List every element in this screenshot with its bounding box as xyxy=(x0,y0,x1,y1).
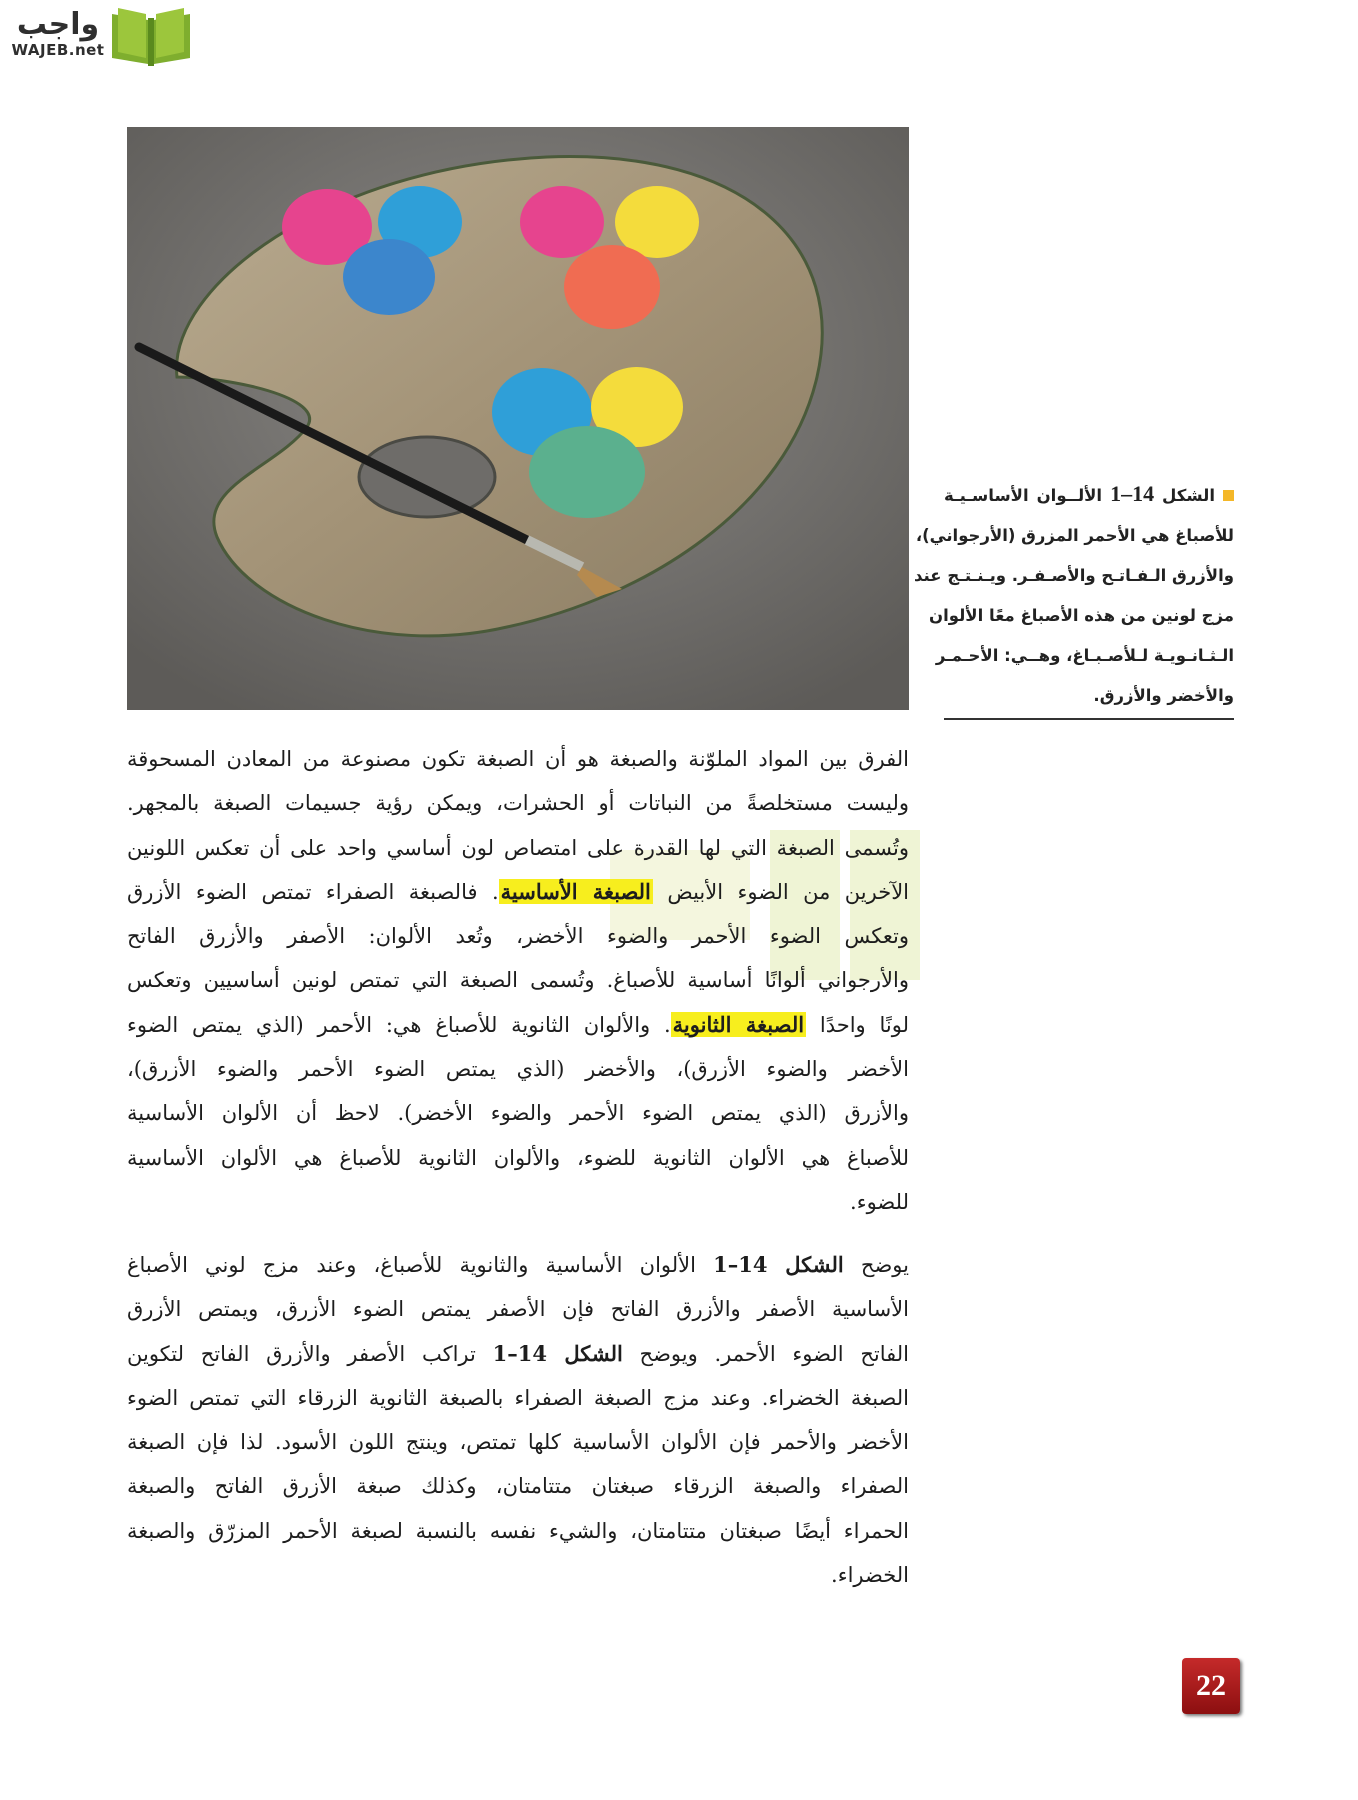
text-line: والأزرق (الذي يمتص الضوء الأحمر والضوء الأخضر). لاحظ أن الألوان الأساسية xyxy=(127,1101,909,1126)
wajeb-logo[interactable] xyxy=(8,4,192,68)
text-span: . فالصبغة الصفراء تمتص الضوء الأزرق xyxy=(127,879,499,904)
caption-line: الـثـانـويـة لـلأصـبـاغ، وهــي: الأحـمـر xyxy=(935,646,1234,665)
caption-line: والأزرق الـفـاتـح والأصـفـر. ويـنـتـج عند xyxy=(914,566,1234,585)
caption-line xyxy=(944,474,1234,516)
figure-caption xyxy=(914,474,1234,720)
text-span: تراكب الأصفر والأزرق الفاتح لتكوين xyxy=(127,1341,476,1366)
caption-number: 14–1 xyxy=(1110,481,1155,506)
body-paragraph-1 xyxy=(127,737,909,1224)
logo-text xyxy=(8,8,108,58)
logo-latin: WAJEB.net xyxy=(11,41,105,59)
text-span: . والألوان الثانوية للأصباغ هي: الأحمر (الذي يمتص الضوء xyxy=(127,1012,671,1037)
text-span: الآخرين من الضوء الأبيض xyxy=(667,879,910,904)
caption-line: للأصباغ هي الأحمر المزرق (الأرجواني)، xyxy=(915,526,1234,545)
text-line xyxy=(127,1003,909,1047)
text-line: للأصباغ هي الألوان الثانوية للضوء، والألوان الثانوية للأصباغ هي الألوان الأساسية xyxy=(127,1145,909,1170)
logo-arabic: واجب xyxy=(16,7,100,42)
text-line xyxy=(127,870,909,914)
caption-line: والأخضر والأزرق. xyxy=(1093,686,1234,705)
text-line: للضوء. xyxy=(850,1189,909,1214)
body-paragraph-2 xyxy=(127,1243,909,1597)
thumb-hole xyxy=(359,437,495,517)
page-number-badge: 22 xyxy=(1182,1658,1240,1714)
figure-reference[interactable]: الشكل 14–1 xyxy=(492,1340,623,1366)
text-span: لونًا واحدًا xyxy=(819,1012,909,1037)
text-line: الحمراء أيضًا صبغتان متتامتان، والشيء نفسه بالنسبة لصبغة الأحمر المزرّق والصبغة xyxy=(127,1518,909,1543)
caption-label: الشكل xyxy=(1162,486,1215,505)
figure-reference[interactable]: الشكل 14–1 xyxy=(713,1252,844,1277)
term-secondary-pigment: الصبغة الثانوية xyxy=(672,1011,805,1037)
paint-palette-photo xyxy=(127,127,909,710)
book-icon xyxy=(108,4,194,68)
text-line: الصفراء والصبغة الزرقاء صبغتان متتامتان، وكذلك صبغة الأزرق الفاتح والصبغة xyxy=(127,1474,909,1499)
text-line: الأساسية الأصفر والأزرق الفاتح فإن الأصفر يمتص الضوء الأزرق، ويمتص الأزرق xyxy=(127,1297,909,1322)
text-line: وتعكس الضوء الأحمر والضوء الأخضر، وتُعد الألوان: الأصفر والأزرق الفاتح xyxy=(127,924,909,949)
caption-bullet-icon xyxy=(1223,490,1234,501)
text-line: الأخضر والضوء الأزرق)، والأخضر (الذي يمتص الضوء الأحمر والضوء الأزرق)، xyxy=(127,1057,909,1082)
term-primary-pigment: الصبغة الأساسية xyxy=(500,878,651,904)
text-span: الفاتح الضوء الأحمر. ويوضح xyxy=(639,1341,909,1366)
text-line: الفرق بين المواد الملوّنة والصبغة هو أن الصبغة تكون مصنوعة من المعادن المسحوقة xyxy=(127,747,909,771)
text-span: يوضح xyxy=(860,1253,909,1277)
text-line: الأخضر والأحمر فإن الألوان الأساسية كلها تمتص، وينتج اللون الأسود. لذا فإن الصبغة xyxy=(127,1430,909,1455)
text-line: وتُسمى الصبغة التي لها القدرة على امتصاص لون أساسي واحد على أن تعكس اللونين xyxy=(127,835,909,860)
text-line: وليست مستخلصةً من النباتات أو الحشرات، ويمكن رؤية جسيمات الصبغة بالمجهر. xyxy=(127,791,909,816)
text-span: الألوان الأساسية والثانوية للأصباغ، وعند مزج لوني الأصباغ xyxy=(127,1253,696,1277)
text-line: الصبغة الخضراء. وعند مزج الصبغة الصفراء بالصبغة الثانوية الزرقاء التي تمتص الضوء xyxy=(127,1385,909,1410)
text-line: الخضراء. xyxy=(831,1563,909,1588)
text-line xyxy=(127,1332,909,1376)
text-line: والأرجواني ألوانًا أساسية للأصباغ. وتُسمى الصبغة التي تمتص لونين أساسيين وتعكس xyxy=(127,968,909,993)
caption-line: مزج لونين من هذه الأصباغ معًا الألوان xyxy=(929,606,1234,625)
text-line xyxy=(127,1243,909,1287)
caption-text: الألــوان الأساسـيـة xyxy=(944,486,1103,505)
